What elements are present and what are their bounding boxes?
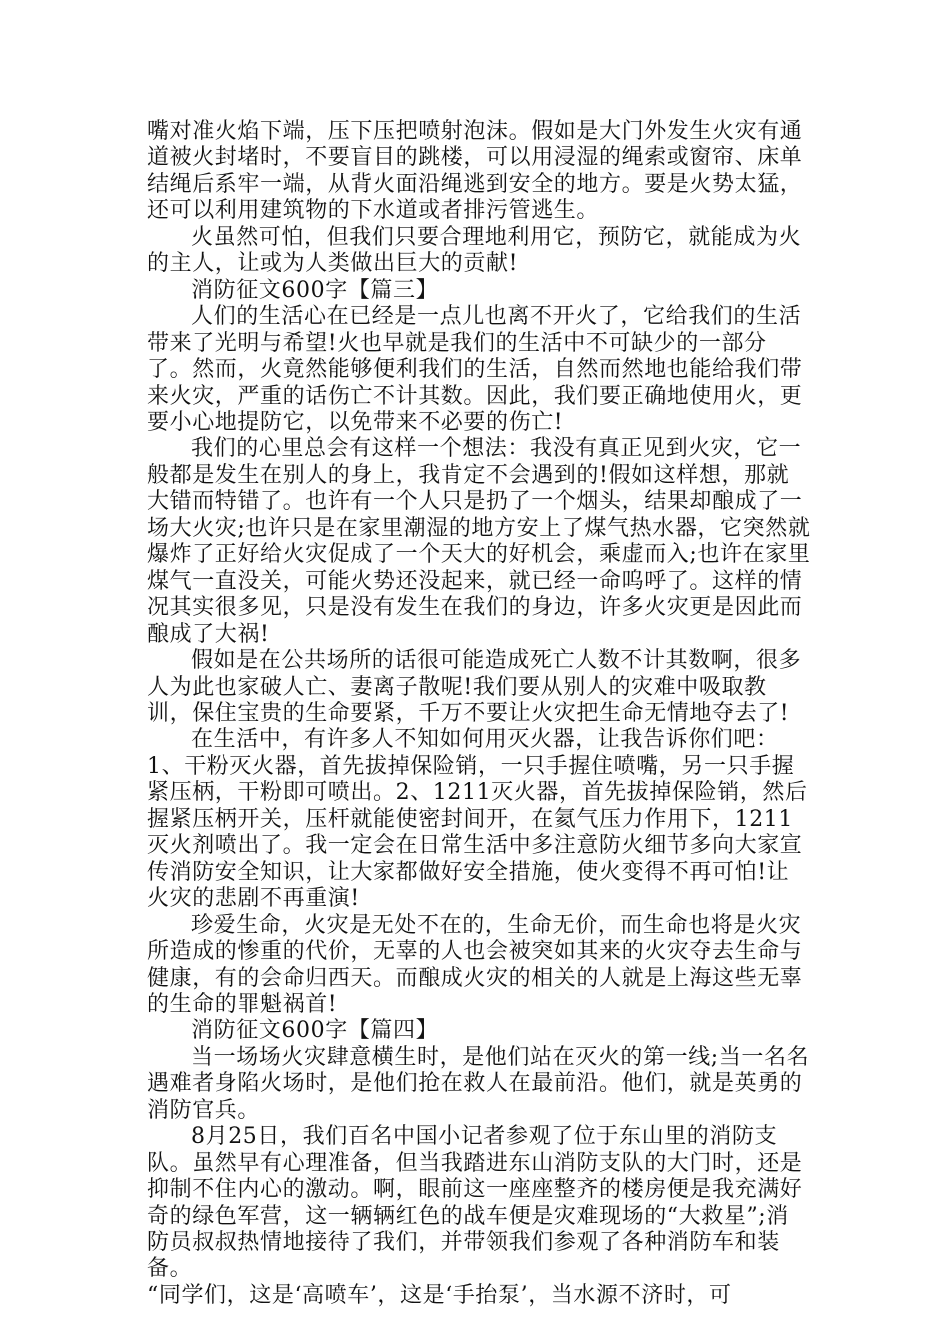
paragraph: 当一场场火灾肆意横生时，是他们站在灭火的第一线;当一名名遇难者身陷火场时，是他们抢在救人在最前沿。他们，就是英勇的消防官兵。	[147, 1044, 810, 1123]
paragraph: 火虽然可怕，但我们只要合理地利用它，预防它，就能成为火的主人，让或为人类做出巨大的贡献!	[147, 224, 802, 277]
document-body	[147, 119, 811, 1309]
section-heading-part-three: 消防征文600字【篇三】	[191, 277, 439, 303]
paragraph: 珍爱生命，火灾是无处不在的，生命无价，而生命也将是火灾所造成的惨重的代价，无辜的人也会被突如其来的火灾夺去生命与健康，有的会命归西天。而酿成火灾的相关的人就是上海这些无辜的生命的罪魁祸首!	[147, 912, 803, 1017]
paragraph: 人们的生活心在已经是一点儿也离不开火了，它给我们的生活带来了光明与希望!火也早就是我们的生活中不可缺少的一部分了。然而，火竟然能够便利我们的生活，自然而然地也能给我们带来火灾，严重的话伤亡不计其数。因此，我们要正确地使用火，更要小心地提防它，以免带来不必要的伤亡!	[147, 304, 803, 435]
paragraph-continued: 嘴对准火焰下端，压下压把喷射泡沫。假如是大门外发生火灾有通道被火封堵时，不要盲目的跳楼，可以用浸湿的绳索或窗帘、床单结绳后系牢一端，从背火面沿绳逃到安全的地方。要是火势太猛，还可以利用建筑物的下水道或者排污管逃生。	[147, 119, 803, 224]
paragraph: 假如是在公共场所的话很可能造成死亡人数不计其数啊，很多人为此也家破人亡、妻离子散呢!我们要从别人的灾难中吸取教训，保住宝贵的生命要紧，千万不要让火灾把生命无情地夺去了!	[147, 648, 802, 726]
paragraph: 在生活中，有许多人不知如何用灭火器，让我告诉你们吧：1、干粉灭火器，首先拔掉保险销，一只手握住喷嘴，另一只手握紧压柄，干粉即可喷出。2、1211灭火器，首先拔掉保险销，然后握紧压柄开关，压杆就能使密封间开，在氦气压力作用下，1211灭火剂喷出了。我一定会在日常生活中多注意防火细节多向大家宣传消防安全知识，让大家都做好安全措施，使火变得不再可怕!让火灾的悲剧不再重演!	[147, 727, 808, 912]
paragraph: 我们的心里总会有这样一个想法：我没有真正见到火灾，它一般都是发生在别人的身上，我肯定不会遇到的!假如这样想，那就大错而特错了。也许有一个人只是扔了一个烟头，结果却酿成了一场大火灾;也许只是在家里潮湿的地方安上了煤气热水器，它突然就爆炸了正好给火灾促成了一个天大的好机会，乘虚而入;也许在家里煤气一直没关，可能火势还没起来，就已经一命呜呼了。这样的情况其实很多见，只是没有发生在我们的身边，许多火灾更是因此而酿成了大祸!	[147, 436, 811, 647]
section-heading-part-four: 消防征文600字【篇四】	[191, 1018, 439, 1044]
paragraph: 8月25日，我们百名中国小记者参观了位于东山里的消防支队。虽然早有心理准备，但当我踏进东山消防支队的大门时，还是抑制不住内心的激动。啊，眼前这一座座整齐的楼房便是我充满好奇的绿色军营，这一辆辆红色的战车便是灾难现场的“大救星”;消防员叔叔热情地接待了我们，并带领我们参观了各种消防车和装备。	[147, 1124, 803, 1282]
paragraph-continued: “同学们，这是‘高喷车’，这是‘手抬泵’，当水源不济时，可	[147, 1282, 732, 1308]
